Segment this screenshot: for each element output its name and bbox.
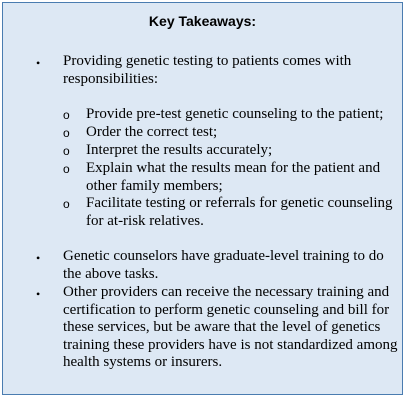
bullet-marker: • <box>36 56 41 70</box>
bullet-item: Providing genetic testing to patients comes with responsibilities: <box>63 53 352 87</box>
sub-list-item: Facilitate testing or referrals for genetic counseling for at-risk relatives. <box>86 195 393 229</box>
sub-bullet-marker: o <box>63 197 70 211</box>
sub-bullet-marker: o <box>63 162 70 176</box>
box-title: Key Takeaways: <box>148 13 257 29</box>
sub-list-item: Provide pre-test genetic counseling to the patient; <box>86 106 384 122</box>
bullet-marker: • <box>36 251 41 265</box>
key-takeaways-box <box>2 2 403 395</box>
sub-bullet-marker: o <box>63 144 70 158</box>
sub-list-item: Order the correct test; <box>86 124 218 140</box>
bullet-marker: • <box>36 287 41 301</box>
bullet-item: Genetic counselors have graduate-level training to do the above tasks. <box>63 248 384 282</box>
sub-list-item: Interpret the results accurately; <box>86 142 273 158</box>
sub-bullet-marker: o <box>63 108 70 122</box>
bullet-item: Other providers can receive the necessary training and certification to perform genetic counseling and bill for these services, but be aware that the level of genetics training these providers have is not standardized among health systems or insurers. <box>63 284 398 370</box>
sub-list-item: Explain what the results mean for the patient and other family members; <box>86 160 381 194</box>
sub-bullet-marker: o <box>63 126 70 140</box>
